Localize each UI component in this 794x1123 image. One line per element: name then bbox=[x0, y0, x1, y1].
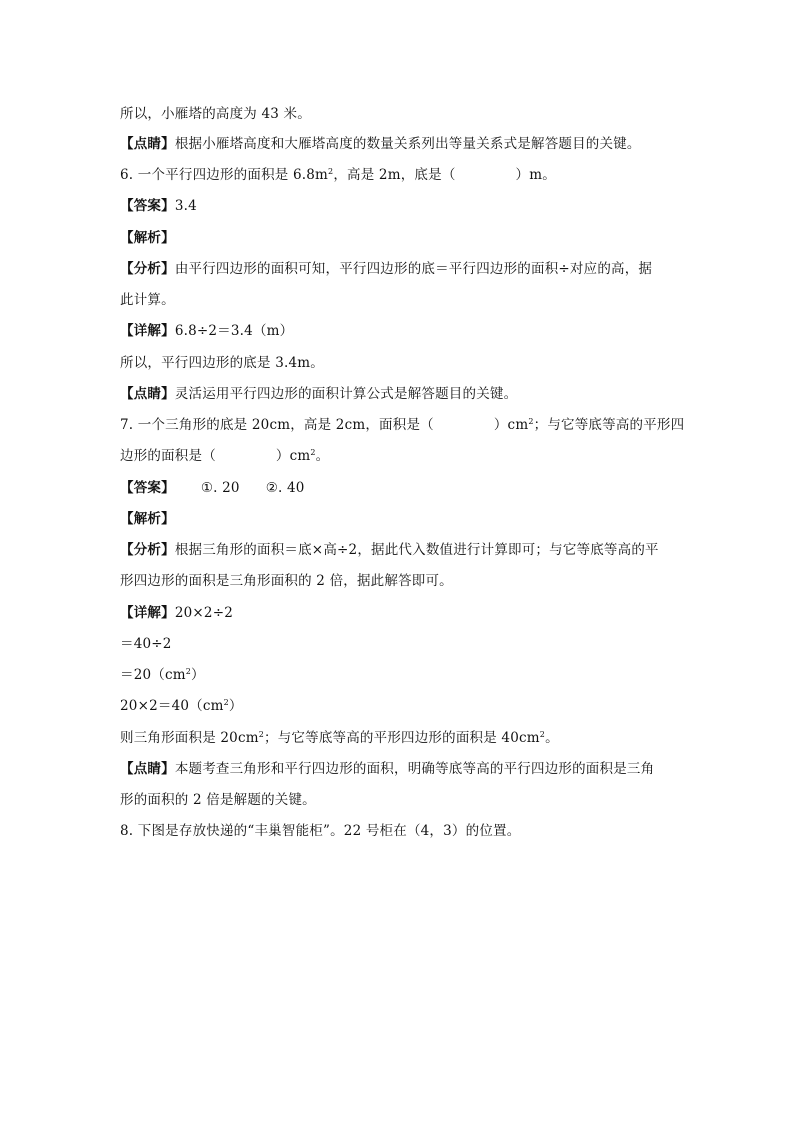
text-line: 【答案】3.4 bbox=[120, 198, 197, 214]
text-line: 【点睛】根据小雁塔高度和大雁塔高度的数量关系列出等量关系式是解答题目的关键。 bbox=[120, 136, 641, 152]
section-tag: 【分析】 bbox=[120, 261, 175, 277]
text-line: ＝40÷2 bbox=[120, 636, 172, 652]
text-line: 【详解】20×2÷2 bbox=[120, 605, 233, 621]
question-6: 6. 一个平行四边形的面积是 $6.8m^2$，高是 2m，底是（ ）m。 bbox=[120, 167, 556, 183]
section-tag: 【解析】 bbox=[120, 230, 175, 246]
section-tag: 【答案】 bbox=[120, 198, 175, 214]
text-line: 【点睛】灵活运用平行四边形的面积计算公式是解答题目的关键。 bbox=[120, 386, 518, 402]
section-tag: 【详解】 bbox=[120, 605, 175, 621]
text-line: 【详解】6.8÷2＝3.4（m） bbox=[120, 323, 294, 339]
section-tag: 【详解】 bbox=[120, 323, 175, 339]
text-line: $=20(cm^2)$ bbox=[120, 667, 205, 683]
text-line: 【答案】 ①. 20 ②. 40 bbox=[120, 480, 305, 496]
text-line: 形的面积的 2 倍是解题的关键。 bbox=[120, 792, 316, 808]
text-line: 则三角形面积是 $20cm^2$；与它等底等高的平形四边形的面积是 $40cm^2$。 bbox=[120, 730, 559, 746]
text-line bbox=[120, 509, 690, 529]
text-line: $20\times 2=40(cm^2)$ bbox=[120, 698, 243, 714]
question-7: 7. 一个三角形的底是 20cm，高是 2cm，面积是（ ）$cm^2$；与它等底等高的平形四 bbox=[120, 417, 685, 433]
text-line bbox=[120, 228, 690, 248]
text-line: 【分析】根据三角形的面积＝底×高÷2，据此代入数值进行计算即可；与它等底等高的平 bbox=[120, 542, 659, 558]
text-line: 所以，平行四边形的底是 3.4m。 bbox=[120, 355, 324, 371]
section-tag: 【点睛】 bbox=[120, 136, 175, 152]
question-8: 8. 下图是存放快递的“丰巢智能柜”。22 号柜在（4，3）的位置。 bbox=[120, 823, 521, 839]
section-tag: 【答案】 bbox=[120, 480, 175, 496]
text-line: 【点睛】本题考查三角形和平行四边形的面积，明确等底等高的平行四边形的面积是三角 bbox=[120, 761, 655, 777]
section-tag: 【点睛】 bbox=[120, 386, 175, 402]
text-line: 【分析】由平行四边形的面积可知，平行四边形的底＝平行四边形的面积÷对应的高，据 bbox=[120, 261, 653, 277]
text-line: 形四边形的面积是三角形面积的 2 倍，据此解答即可。 bbox=[120, 573, 453, 589]
section-tag: 【分析】 bbox=[120, 542, 175, 558]
text-line: 此计算。 bbox=[120, 292, 175, 308]
section-tag: 【点睛】 bbox=[120, 761, 175, 777]
text-line: 所以，小雁塔的高度为 43 米。 bbox=[120, 106, 311, 122]
text-line: 边形的面积是（ ）$cm^2$。 bbox=[120, 448, 330, 464]
section-tag: 【解析】 bbox=[120, 511, 175, 527]
